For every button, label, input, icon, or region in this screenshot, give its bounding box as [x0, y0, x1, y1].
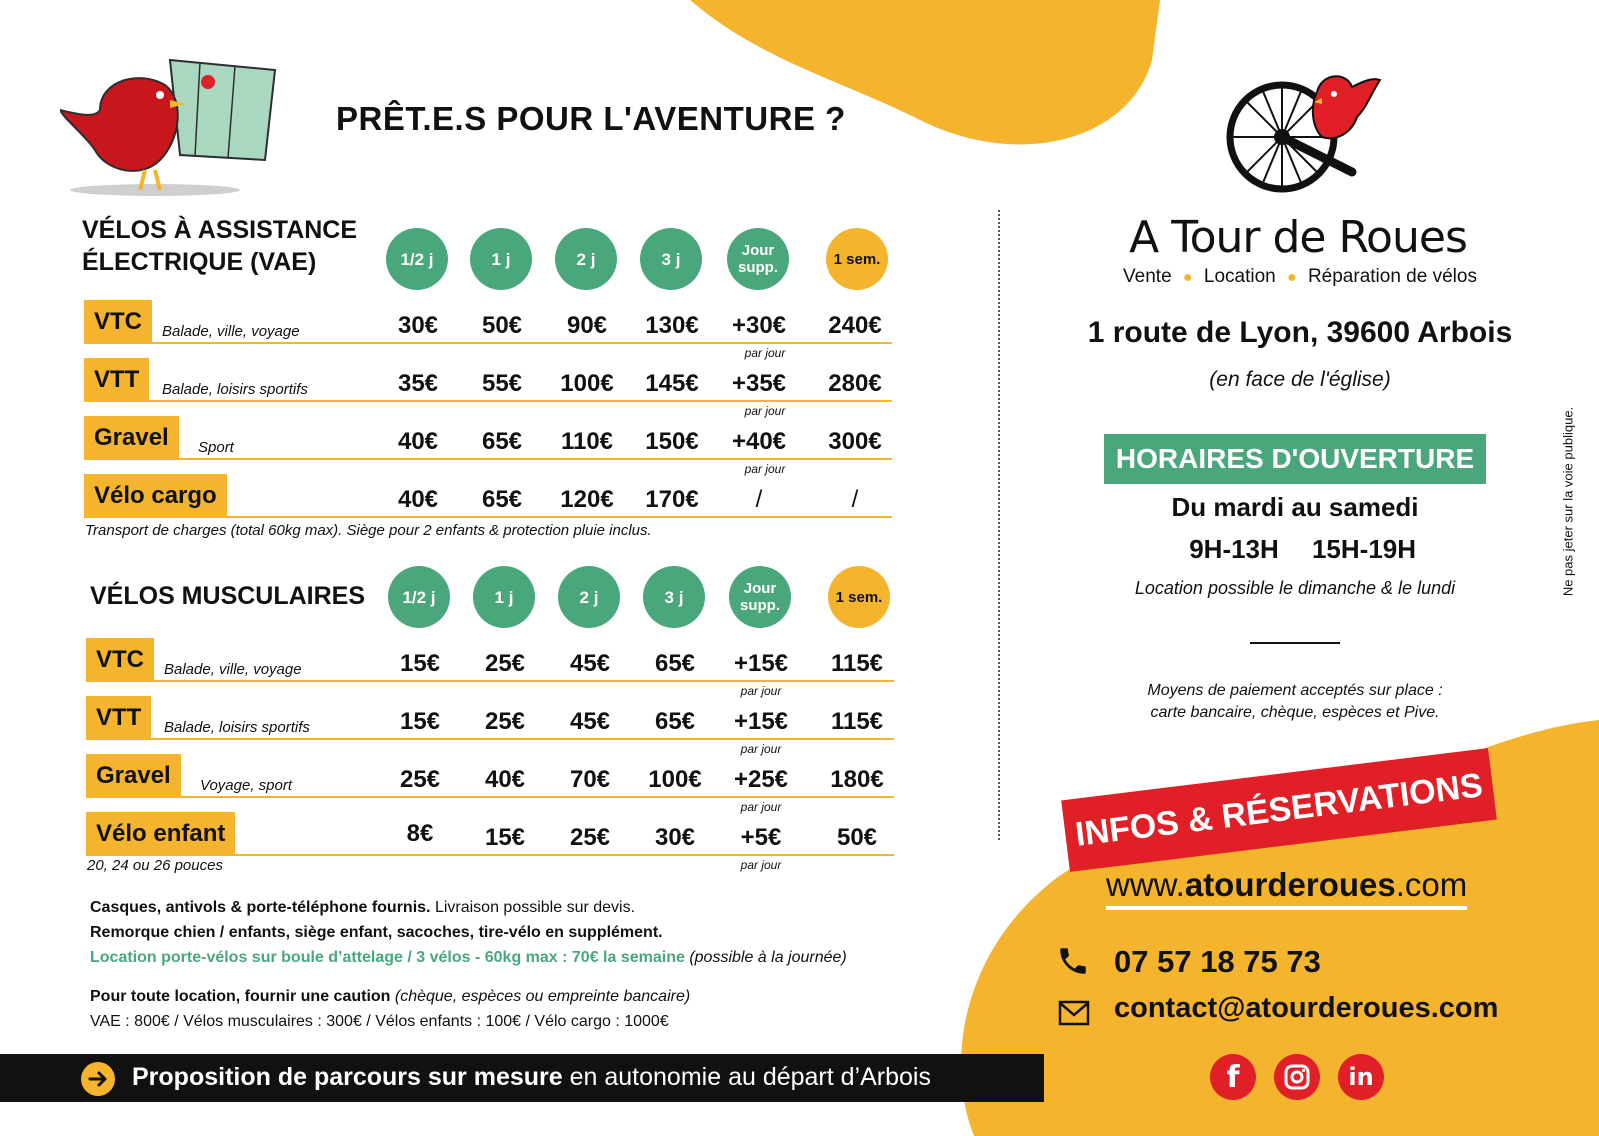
payment-methods-line2: carte bancaire, chèque, espèces et Pive.	[1150, 704, 1440, 721]
price-1-day: 40€	[484, 766, 526, 793]
bike-type-description: Balade, ville, voyage	[164, 661, 302, 678]
bike-type-description: Balade, ville, voyage	[162, 323, 300, 340]
price-2-days: 100€	[560, 370, 614, 397]
duration-extra-day-line2: supp.	[740, 597, 780, 614]
custom-route-text-rest: en autonomie au départ d’Arbois	[562, 1063, 931, 1091]
table-row	[84, 416, 892, 476]
tagline-sales: Vente	[1123, 266, 1172, 287]
price-3-days: 65€	[654, 650, 696, 677]
website-domain: atourderoues	[1184, 866, 1396, 903]
price-1-week: 300€	[828, 428, 882, 455]
price-extra-day: +25€	[733, 766, 789, 793]
shop-logo-wheel-bird	[1222, 72, 1382, 202]
price-3-days: 130€	[645, 312, 699, 339]
per-day-label: par jour	[740, 742, 782, 756]
footer-line-bike-rack-rest: (possible à la journée)	[684, 949, 847, 966]
page-title: PRÊT.E.S POUR L'AVENTURE ?	[336, 100, 846, 137]
mail-icon	[1058, 1000, 1090, 1026]
price-half-day: 30€	[397, 312, 439, 339]
bike-type-label: Gravel	[84, 416, 179, 458]
linkedin-icon[interactable]: in	[1338, 1054, 1384, 1100]
bike-type-description: Balade, loisirs sportifs	[164, 719, 310, 736]
price-extra-day: +30€	[731, 312, 787, 339]
bullet-icon: ●	[1182, 269, 1193, 286]
duration-half-day: 1/2 j	[388, 566, 450, 628]
duration-1-week: 1 sem.	[826, 228, 888, 290]
payment-methods-line1: Moyens de paiement acceptés sur place :	[1147, 682, 1443, 699]
email-address[interactable]: contact@atourderoues.com	[1114, 992, 1499, 1024]
footer-line-equipment-rest: Livraison possible sur devis.	[430, 899, 636, 916]
bike-type-label: VTC	[84, 300, 152, 342]
price-2-days: 45€	[569, 708, 611, 735]
price-1-day: 50€	[481, 312, 523, 339]
footer-line-equipment	[90, 899, 635, 917]
duration-half-day: 1/2 j	[386, 228, 448, 290]
footer-line-deposit	[90, 988, 690, 1006]
price-1-week: 115€	[830, 650, 884, 677]
price-extra-day: +15€	[733, 650, 789, 677]
separator-line	[1250, 642, 1340, 644]
opening-hours-afternoon: 15H-19H	[1311, 534, 1417, 564]
price-1-week: 240€	[828, 312, 882, 339]
kids-bike-note: 20, 24 ou 26 pouces	[87, 857, 223, 874]
price-extra-day: /	[755, 486, 763, 513]
table-row	[84, 300, 892, 360]
column-divider	[998, 210, 1000, 840]
footer-line-bike-rack-green: Location porte-vélos sur boule d’attelage / 3 vélos - 60kg max : 70€ la semaine	[90, 949, 685, 966]
price-2-days: 25€	[569, 824, 611, 851]
table-row	[84, 474, 892, 518]
duration-1-day: 1 j	[470, 228, 532, 290]
bike-type-label: Vélo enfant	[86, 812, 235, 854]
price-1-day: 55€	[481, 370, 523, 397]
bullet-icon: ●	[1287, 269, 1297, 286]
price-extra-day: +5€	[740, 824, 782, 851]
price-3-days: 150€	[645, 428, 699, 455]
bike-type-label: VTC	[86, 638, 154, 680]
bike-type-description: Balade, loisirs sportifs	[162, 381, 308, 398]
per-day-label: par jour	[744, 346, 786, 360]
duration-extra-day-line1: Jour	[741, 242, 775, 259]
price-extra-day: +40€	[731, 428, 787, 455]
price-1-week: /	[851, 486, 859, 513]
vae-heading-line2: ÉLECTRIQUE (VAE)	[82, 248, 317, 276]
price-2-days: 120€	[560, 486, 614, 513]
shop-address-note: (en face de l'église)	[1209, 368, 1391, 391]
price-1-week: 180€	[830, 766, 884, 793]
website-prefix: www.	[1106, 866, 1185, 903]
info-reservations-banner: INFOS & RÉSERVATIONS	[1061, 748, 1497, 872]
duration-extra-day	[727, 228, 789, 290]
opening-hours-morning: 9H-13H	[1189, 534, 1279, 564]
duration-3-days: 3 j	[640, 228, 702, 290]
price-1-week: 50€	[836, 824, 878, 851]
price-1-day: 25€	[484, 708, 526, 735]
price-half-day: 40€	[397, 428, 439, 455]
price-2-days: 45€	[569, 650, 611, 677]
custom-route-banner	[0, 1054, 1044, 1102]
opening-days: Du mardi au samedi	[1171, 492, 1419, 522]
arrow-right-icon	[80, 1061, 116, 1097]
price-1-day: 65€	[481, 428, 523, 455]
duration-2-days: 2 j	[555, 228, 617, 290]
bird-map-illustration	[60, 40, 290, 200]
duration-extra-day-line1: Jour	[743, 580, 777, 597]
vae-heading	[82, 214, 357, 278]
price-extra-day: +35€	[731, 370, 787, 397]
phone-number[interactable]: 07 57 18 75 73	[1114, 944, 1321, 979]
per-day-label: par jour	[740, 684, 782, 698]
per-day-label: par jour	[740, 858, 782, 872]
price-3-days: 30€	[654, 824, 696, 851]
price-half-day: 8€	[406, 820, 434, 847]
tagline-repair: Réparation de vélos	[1307, 266, 1477, 287]
footer-line-extras	[90, 924, 663, 942]
price-3-days: 170€	[645, 486, 699, 513]
price-3-days: 145€	[645, 370, 699, 397]
footer-line-deposit-amounts: VAE : 800€ / Vélos musculaires : 300€ / Vélos enfants : 100€ / Vélo cargo : 1000€	[90, 1013, 669, 1030]
duration-extra-day-line2: supp.	[738, 259, 778, 276]
price-1-day: 65€	[481, 486, 523, 513]
custom-route-text	[132, 1063, 931, 1092]
vae-note: Transport de charges (total 60kg max). Siège pour 2 enfants & protection pluie inclus.	[85, 522, 652, 539]
duration-1-day: 1 j	[473, 566, 535, 628]
table-row	[86, 754, 894, 814]
per-day-label: par jour	[740, 800, 782, 814]
shop-name: A Tour de Roues	[1129, 212, 1467, 263]
table-row	[86, 638, 894, 698]
bike-type-description: Sport	[198, 439, 234, 456]
shop-tagline	[1100, 266, 1500, 288]
duration-2-days: 2 j	[558, 566, 620, 628]
footer-line-extras-bold: Remorque chien / enfants, siège enfant, sacoches, tire-vélo en supplément.	[90, 924, 663, 941]
price-2-days: 110€	[560, 428, 614, 455]
price-half-day: 25€	[399, 766, 441, 793]
custom-route-text-bold: Proposition de parcours sur mesure	[132, 1063, 563, 1091]
bike-type-description: Voyage, sport	[200, 777, 292, 794]
price-half-day: 15€	[399, 650, 441, 677]
payment-methods	[1100, 680, 1490, 724]
price-1-week: 115€	[830, 708, 884, 735]
opening-hours-note: Location possible le dimanche & le lundi	[1134, 578, 1456, 598]
table-row	[86, 696, 894, 756]
bike-type-label: VTT	[84, 358, 149, 400]
bike-type-label: VTT	[86, 696, 151, 738]
footer-line-deposit-bold: Pour toute location, fournir une caution	[90, 988, 391, 1005]
duration-3-days: 3 j	[643, 566, 705, 628]
price-2-days: 90€	[566, 312, 608, 339]
litter-notice: Ne pas jeter sur la voie publique.	[1560, 406, 1576, 597]
footer-line-equipment-bold: Casques, antivols & porte-téléphone fournis.	[90, 899, 431, 916]
instagram-icon[interactable]	[1274, 1054, 1320, 1100]
price-1-week: 280€	[828, 370, 882, 397]
price-3-days: 100€	[648, 766, 702, 793]
price-half-day: 40€	[397, 486, 439, 513]
duration-extra-day	[729, 566, 791, 628]
website-suffix: .com	[1395, 866, 1468, 903]
per-day-label: par jour	[744, 462, 786, 476]
muscle-heading: VÉLOS MUSCULAIRES	[90, 582, 366, 610]
table-row	[84, 358, 892, 418]
price-extra-day: +15€	[733, 708, 789, 735]
website-link[interactable]	[1106, 866, 1467, 910]
opening-hours-title: HORAIRES D'OUVERTURE	[1104, 434, 1486, 484]
bike-type-label: Gravel	[86, 754, 181, 796]
facebook-icon[interactable]: f	[1210, 1054, 1256, 1100]
footer-line-deposit-rest: (chèque, espèces ou empreinte bancaire)	[390, 988, 691, 1005]
price-3-days: 65€	[654, 708, 696, 735]
per-day-label: par jour	[744, 404, 786, 418]
duration-1-week: 1 sem.	[828, 566, 890, 628]
shop-address: 1 route de Lyon, 39600 Arbois	[1087, 316, 1513, 349]
price-1-day: 15€	[484, 824, 526, 851]
footer-line-bike-rack	[90, 949, 847, 967]
tagline-rental: Location	[1203, 266, 1276, 287]
phone-icon	[1056, 944, 1090, 978]
price-half-day: 15€	[399, 708, 441, 735]
price-2-days: 70€	[569, 766, 611, 793]
vae-heading-line1: VÉLOS À ASSISTANCE	[82, 216, 358, 244]
price-1-day: 25€	[484, 650, 526, 677]
bike-type-label: Vélo cargo	[84, 474, 227, 516]
price-half-day: 35€	[397, 370, 439, 397]
